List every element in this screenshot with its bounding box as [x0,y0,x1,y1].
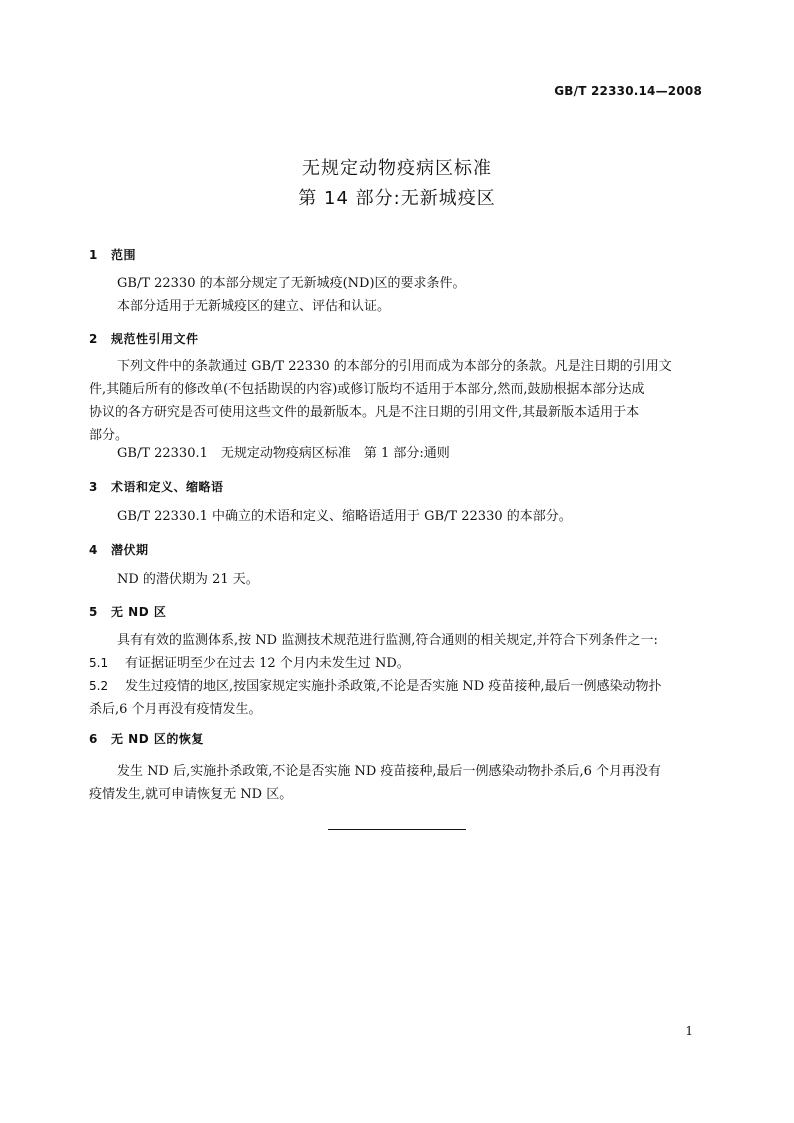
paragraph-line: 下列文件中的条款通过 GB/T 22330 的本部分的引用而成为本部分的条款。凡是注日期的引用文 [117,359,672,374]
paragraph-line: 杀后,6 个月再没有疫情发生。 [89,702,262,717]
clause-5-2 [89,675,661,698]
section-number: 3 [89,480,98,494]
section-heading-recovery [89,730,204,747]
paragraph: GB/T 22330 的本部分规定了无新城疫(ND)区的要求条件。 [117,276,466,291]
clause-number: 5.1 [89,656,109,670]
document-title: 无规定动物疫病区标准 [302,158,492,179]
paragraph-line: 发生 ND 后,实施扑杀政策,不论是否实施 ND 疫苗接种,最后一例感染动物扑杀后,6 个月再没有 [117,764,662,779]
clause-text: 有证据证明至少在过去 12 个月内未发生过 ND。 [125,656,410,671]
section-heading-scope [89,246,136,263]
section-title: 术语和定义、缩略语 [111,480,224,494]
paragraph: 本部分适用于无新城疫区的建立、评估和认证。 [117,299,391,314]
section-title: 潜伏期 [111,543,149,557]
paragraph: 具有有效的监测体系,按 ND 监测技术规范进行监测,符合通则的相关规定,并符合下列条件之一: [117,633,658,648]
section-number: 2 [89,332,98,346]
section-title: 范围 [111,248,137,262]
document-subtitle: 第 14 部分:无新城疫区 [298,188,496,209]
paragraph-line: 协议的各方研究是否可使用这些文件的最新版本。凡是不注日期的引用文件,其最新版本适用于本 [89,405,640,420]
section-number: 1 [89,248,98,262]
paragraph: ND 的潜伏期为 21 天。 [117,572,259,587]
section-heading-incubation [89,541,149,558]
section-title: 规范性引用文件 [111,332,199,346]
section-number: 6 [89,732,98,746]
paragraph-line: 部分。 [89,428,129,443]
section-number: 4 [89,543,98,557]
section-title: 无 ND 区的恢复 [111,732,204,746]
clause-5-1 [89,652,410,675]
section-heading-normative-references [89,330,199,347]
section-heading-terms [89,478,224,495]
page-number: 1 [685,1024,693,1038]
standard-code: GB/T 22330.14—2008 [554,84,702,98]
normative-reference-item: GB/T 22330.1 无规定动物疫病区标准 第 1 部分:通则 [117,446,450,461]
section-title: 无 ND 区 [111,605,167,619]
section-number: 5 [89,605,98,619]
section-heading-nd-free-zone [89,603,166,620]
paragraph: GB/T 22330.1 中确立的术语和定义、缩略语适用于 GB/T 22330 的本部分。 [117,509,572,524]
end-rule-divider [328,829,466,830]
paragraph-line: 疫情发生,就可申请恢复无 ND 区。 [89,787,293,802]
clause-text: 发生过疫情的地区,按国家规定实施扑杀政策,不论是否实施 ND 疫苗接种,最后一例感染动物扑 [125,679,662,694]
paragraph-line: 件,其随后所有的修改单(不包括勘误的内容)或修订版均不适用于本部分,然而,鼓励根据本部分达成 [89,382,645,397]
clause-number: 5.2 [89,679,109,693]
